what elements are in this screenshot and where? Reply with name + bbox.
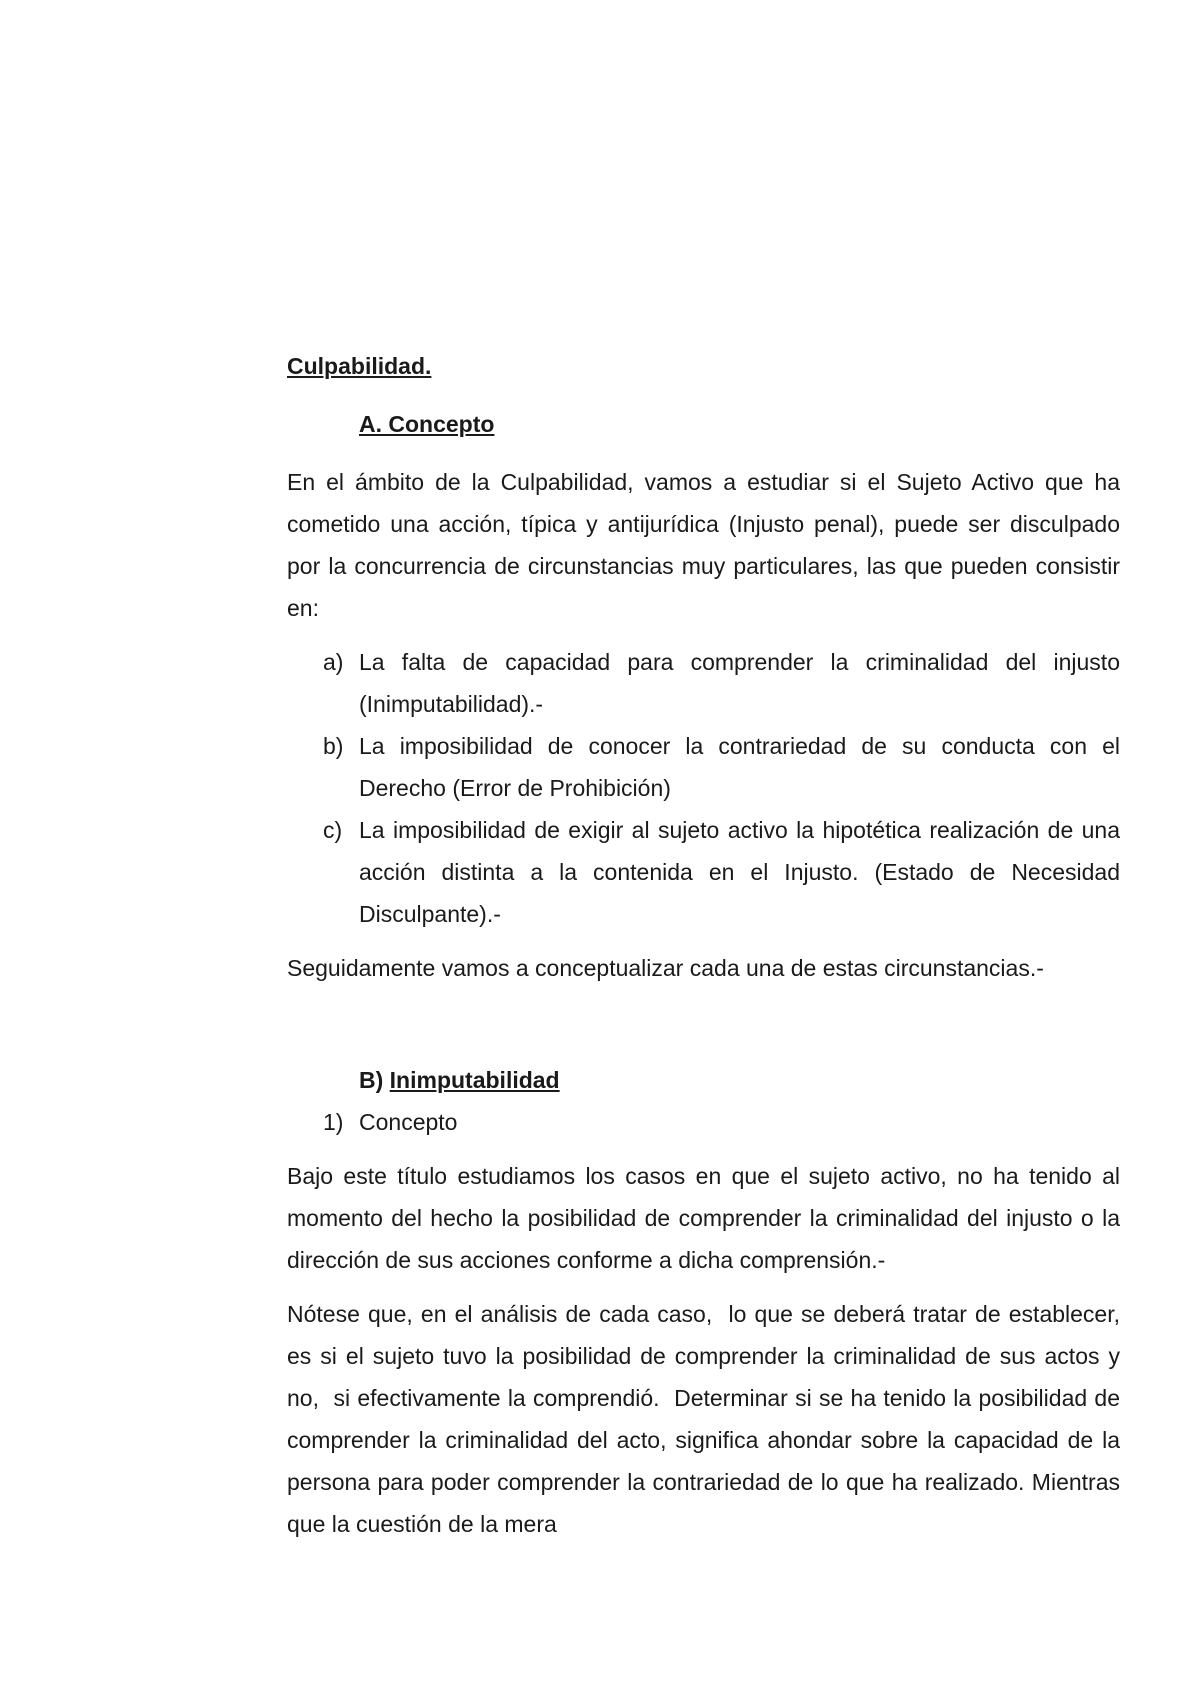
- section-b-title: [287, 1059, 1120, 1101]
- section-b-subtitle-text: Concepto: [359, 1109, 458, 1135]
- document-page: [287, 345, 1127, 1545]
- list-item-text: La falta de capacidad para comprender la criminalidad del injusto (Inimputabilidad).-: [359, 649, 1120, 717]
- document-heading: Culpabilidad.: [287, 353, 432, 379]
- list-item-text: La imposibilidad de exigir al sujeto activo la hipotética realización de una acción distinta a la contenida en el Injusto. (Estado de Necesidad Disculpante).-: [359, 817, 1120, 927]
- list-marker: c): [323, 817, 343, 843]
- section-a-title: [287, 403, 1120, 445]
- list-item: [287, 809, 1120, 935]
- section-b-title-text: Inimputabilidad: [389, 1067, 560, 1093]
- circumstances-list: [287, 641, 1120, 935]
- section-b-paragraph-2: Nótese que, en el análisis de cada caso, lo que se deberá tratar de establecer, es si el sujeto tuvo la posibilidad de comprender la criminalidad de sus actos y no, si efectivamente la comprendió. Determinar si se ha tenido la posibilidad de comprender la criminalidad del acto, significa ahondar sobre la capacidad de la persona para poder comprender la contrariedad de lo que ha realizado. Mientras que la cuestión de la mera: [287, 1301, 1127, 1537]
- section-a-title-text: A. Concepto: [359, 411, 495, 437]
- list-marker: b): [323, 733, 344, 759]
- section-b-prefix: B): [359, 1067, 384, 1093]
- list-item: [287, 725, 1120, 809]
- list-marker: a): [323, 649, 344, 675]
- list-item: [287, 641, 1120, 725]
- section-b-subtitle: [287, 1101, 1120, 1143]
- list-marker: 1): [323, 1109, 344, 1135]
- section-a-intro: En el ámbito de la Culpabilidad, vamos a estudiar si el Sujeto Activo que ha cometido una acción, típica y antijurídica (Injusto penal), puede ser disculpado por la concurrencia de circunstancias muy particulares, las que pueden consistir en:: [287, 469, 1120, 621]
- list-item-text: La imposibilidad de conocer la contrariedad de su conducta con el Derecho (Error de Prohibición): [359, 733, 1120, 801]
- section-b-paragraph-1: Bajo este título estudiamos los casos en que el sujeto activo, no ha tenido al momento del hecho la posibilidad de comprender la criminalidad del injusto o la dirección de sus acciones conforme a dicha comprensión.-: [287, 1163, 1120, 1273]
- section-a-closing: Seguidamente vamos a conceptualizar cada una de estas circunstancias.-: [287, 955, 1044, 981]
